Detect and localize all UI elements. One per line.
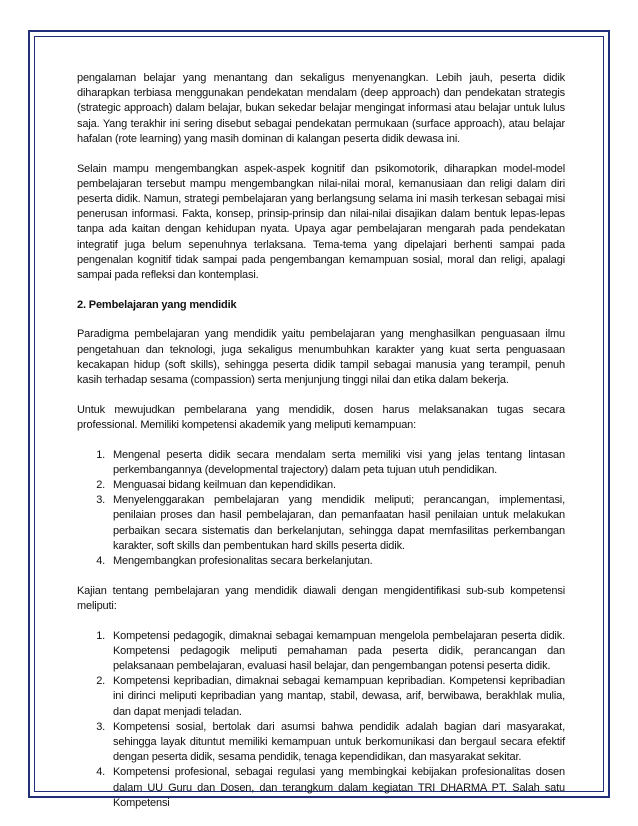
paragraph-lecturer-duties: Untuk mewujudkan pembelarana yang mendidik, dosen harus melaksanakan tugas secara professional. Memiliki kompetensi akademik yang meliputi kemampuan: (77, 403, 565, 431)
list-item: 1. Mengenal peserta didik secara mendalam serta memiliki visi yang jelas tentang lintasan perkembangannya (developmental trajectory) dalam peta tujuan utuh pendidikan. (108, 448, 565, 478)
list-item: 1. Kompetensi pedagogik, dimaknai sebagai kemampuan mengelola pembelajaran peserta didik. Kompetensi pedagogik meliputi pemahaman pada peserta didik, perancangan dan pelaksanaan pembelajaran, evaluasi hasil belajar, dan pengembangan potensi peserta didik. (108, 629, 565, 675)
paragraph-moral-values: Selain mampu mengembangkan aspek-aspek kognitif dan psikomotorik, diharapkan model-model pembelajaran tersebut mampu mengembangkan nilai-nilai moral, kemanusiaan dan religi dalam diri peserta didik. Namun, strategi pembelajaran yang berlangsung selama ini masih terkesan sebagai misi penerusan informasi. Fakta, konsep, prinsip-prinsip dan nilai-nilai disajikan dalam bentuk lepas-lepas tanpa ada kaitan dengan kehidupan nyata. Upaya agar pembelajaran mengarah pada pendekatan integratif juga belum sepenuhnya terlaksana. Tema-tema yang dipelajari berhenti sampai pada pengenalan kognitif tidak sampai pada pengembangan kemampuan sosial, moral dan religi, apalagi sampai pada refleksi dan kontemplasi. (77, 162, 565, 281)
section-heading: 2. Pembelajaran yang mendidik (77, 298, 237, 311)
list-item: 3. Menyelenggarakan pembelajaran yang mendidik meliputi; perancangan, implementasi, penilaian proses dan hasil pembelajaran, dan pemanfaatan hasil penilaian untuk melakukan perbaikan secara sistematis dan berkelanjutan, sehingga dapat memfasilitas perkembangan karakter, soft skills dan pembentukan hard skills peserta didik. (108, 493, 565, 554)
list-item: 2. Menguasai bidang keilmuan dan kependidikan. (108, 478, 565, 493)
list-item: 4. Kompetensi profesional, sebagai regulasi yang membingkai kebijakan profesionalitas dosen dalam UU Guru dan Dosen, dan terangkum dalam kegiatan TRI DHARMA PT. Salah satu Kompetensi (108, 765, 565, 811)
list-item: 2. Kompetensi kepribadian, dimaknai sebagai kemampuan kepribadian. Kompetensi kepribadian ini dirinci meliputi kepribadian yang mantap, stabil, dewasa, arif, berwibawa, berakhlak mulia, dan dapat menjadi teladan. (108, 674, 565, 720)
paragraph-subcompetence-intro: Kajian tentang pembelajaran yang mendidik diawali dengan mengidentifikasi sub-sub kompetensi meliputi: (77, 584, 565, 612)
academic-competence-list (77, 448, 565, 570)
paragraph-intro: pengalaman belajar yang menantang dan sekaligus menyenangkan. Lebih jauh, peserta didik diharapkan terbiasa menggunakan pendekatan mendalam (deep approach) dan pendekatan strategis (strategic approach) dalam belajar, bukan sekedar belajar mengingat informasi atau belajar untuk lulus saja. Yang terakhir ini sering disebut sebagai pendekatan permukaan (surface approach), atau belajar hafalan (rote learning) yang masih dominan di kalangan peserta didik dewasa ini. (77, 72, 565, 145)
subcompetence-list (77, 629, 565, 811)
list-item: 3. Kompetensi sosial, bertolak dari asumsi bahwa pendidik adalah bagian dari masyarakat, sehingga layak dituntut memiliki kemampuan untuk berkomunikasi dan bergaul secara efektif dengan peserta didik, sesama pendidik, tenaga kependidikan, dan masyarakat sekitar. (108, 720, 565, 766)
paragraph-paradigm: Paradigma pembelajaran yang mendidik yaitu pembelajaran yang menghasilkan penguasaan ilmu pengetahuan dan teknologi, juga sekaligus menumbuhkan karakter yang kuat serta penguasaan kecakapan hidup (soft skills), sehingga peserta didik tampil sebagai manusia yang terampil, penuh kasih terhadap sesama (compassion) serta menjunjung tinggi nilai dan etika dalam bekerja. (77, 328, 565, 386)
document-body (77, 71, 565, 826)
list-item: 4. Mengembangkan profesionalitas secara berkelanjutan. (108, 554, 565, 569)
